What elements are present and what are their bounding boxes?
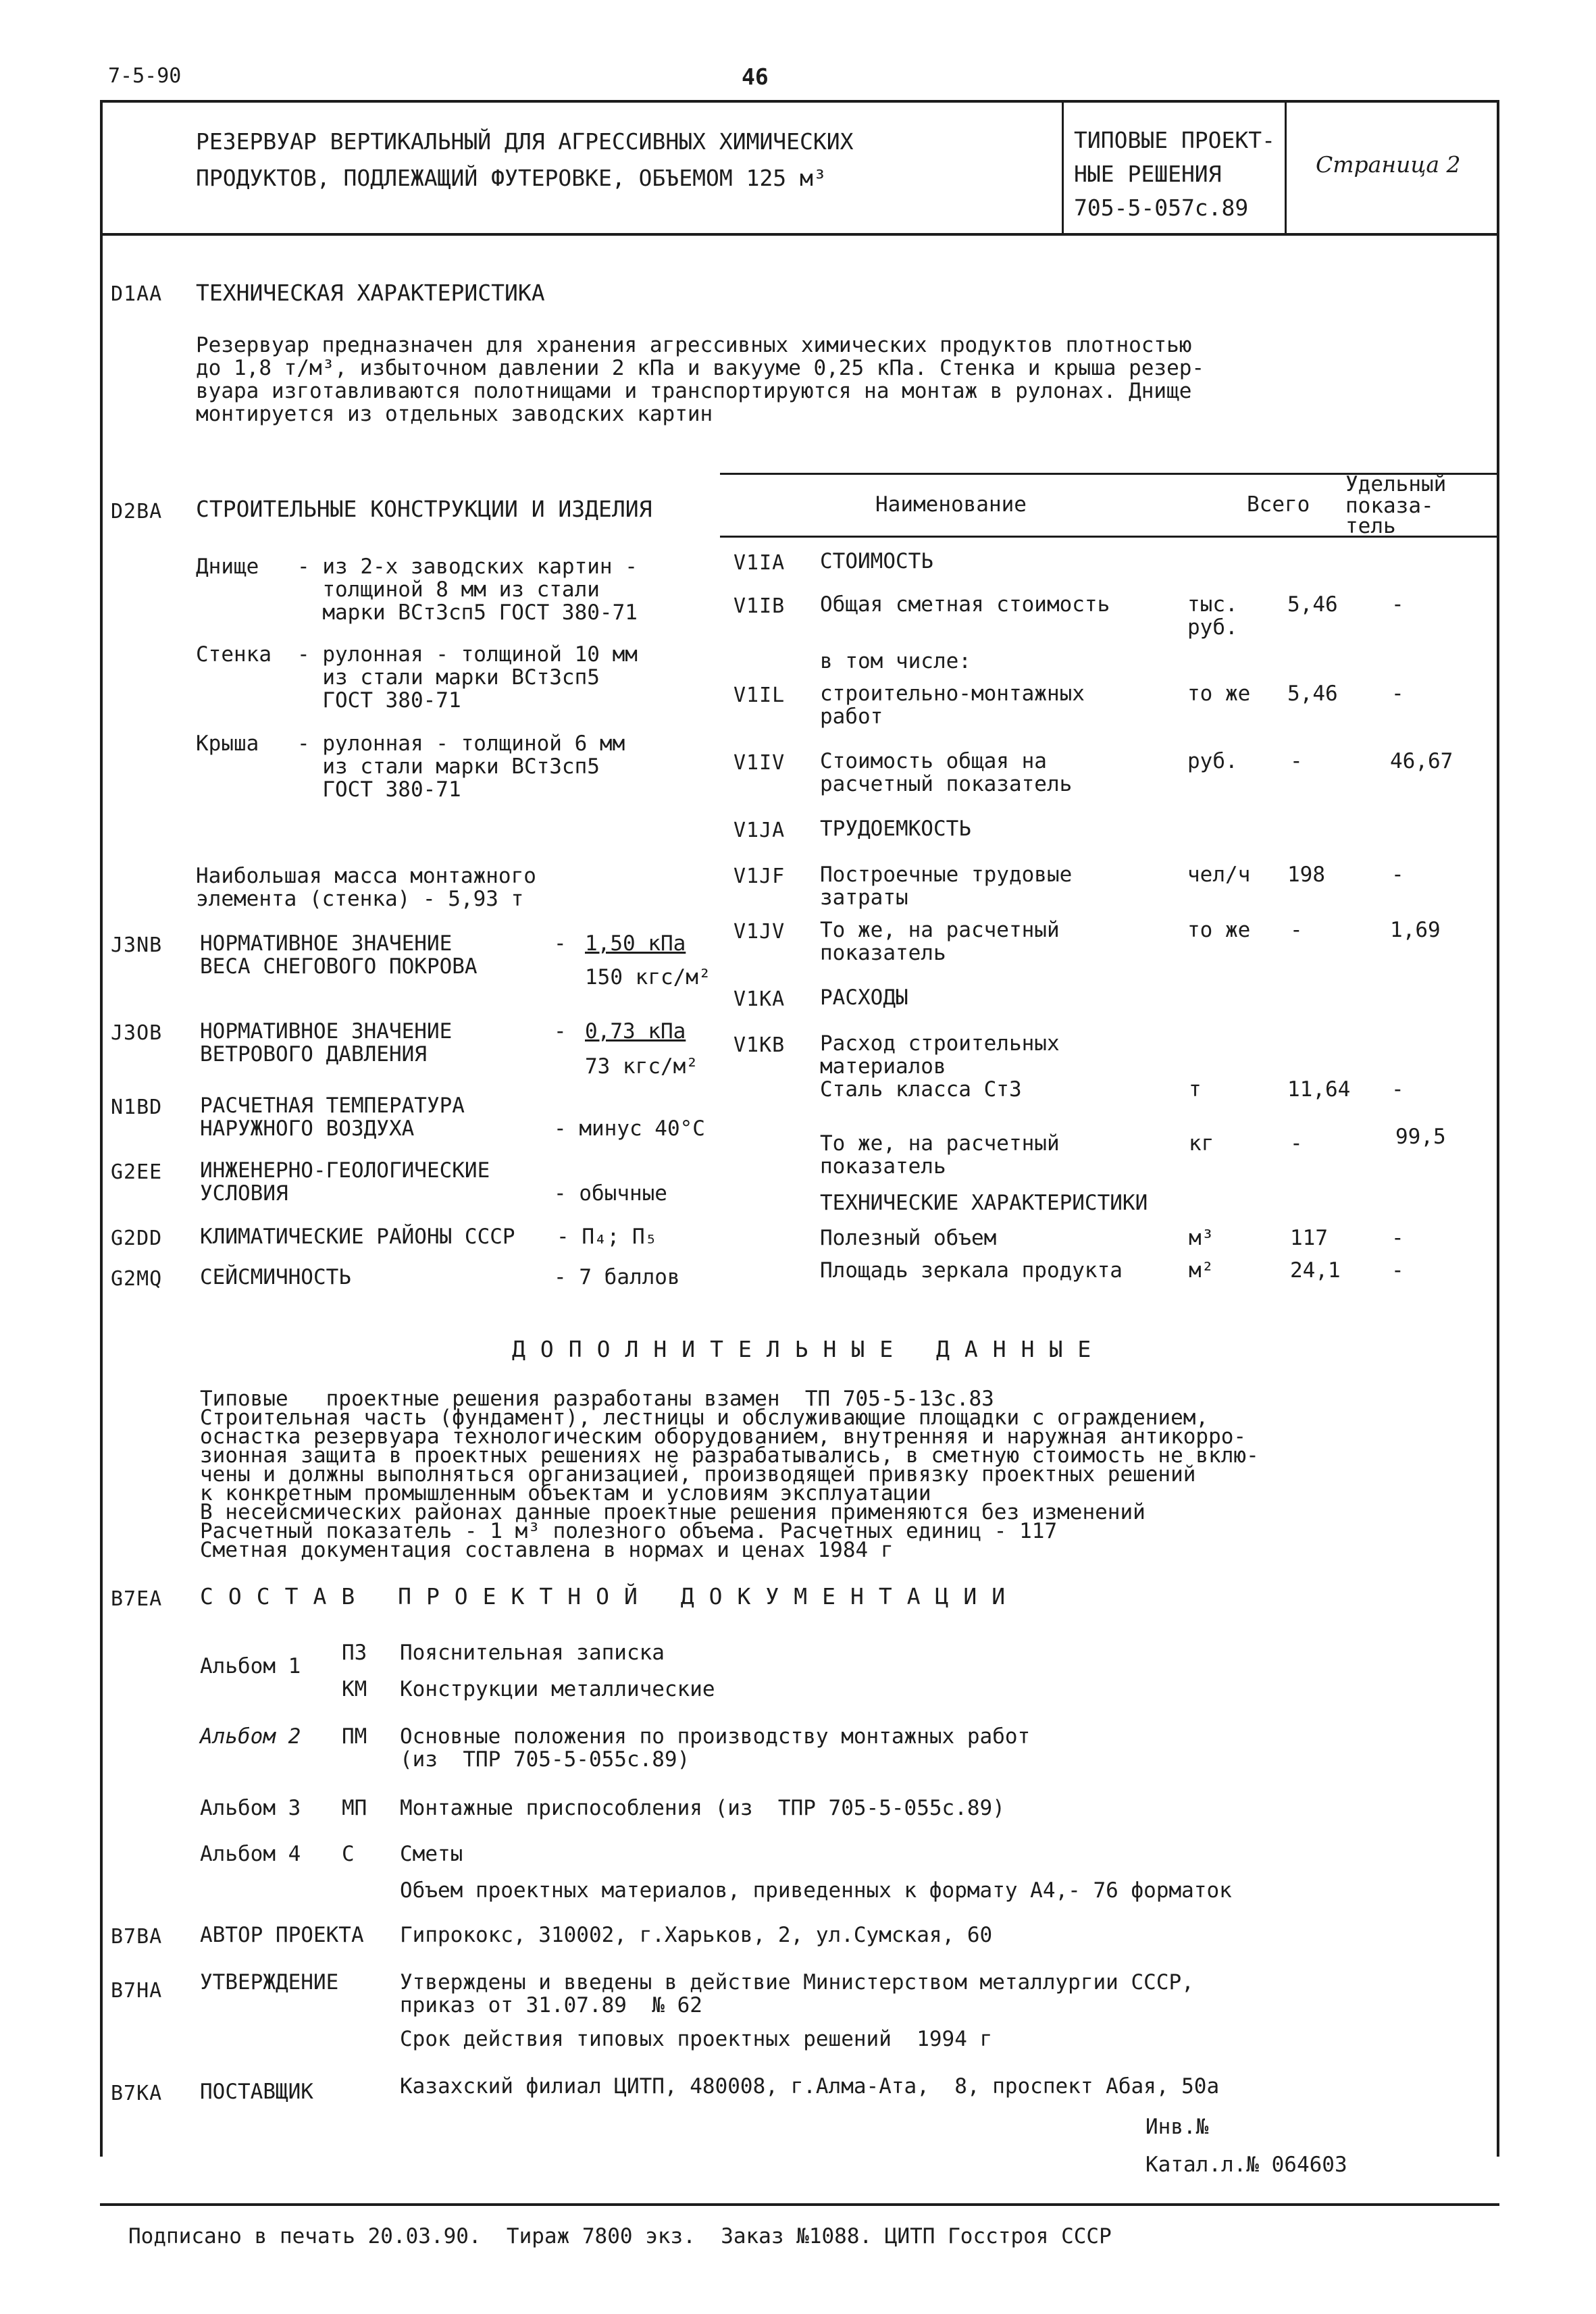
indicator-unit: чел/ч [1187,863,1251,887]
additional-heading: ДОПОЛНИТЕЛЬНЫЕ ДАННЫЕ [512,1336,1106,1362]
title-block-divider-2 [1285,100,1287,235]
param-label: НОРМАТИВНОЕ ЗНАЧЕНИЕ [200,1019,453,1044]
indicator-name: работ [820,704,883,729]
construction-name: Стенка [196,642,272,667]
indicator-total: 5,46 [1287,592,1338,617]
indicator-total: 11,64 [1287,1077,1351,1102]
indicator-name: ТЕХНИЧЕСКИЕ ХАРАКТЕРИСТИКИ [820,1191,1148,1215]
section-code: B7HA [111,1979,163,2003]
section-code: D2BA [111,500,163,523]
section-code: B7KA [111,2082,163,2105]
param-dash: - [554,931,567,956]
indicator-total: 117 [1290,1226,1328,1250]
indicator-unit: м² [1189,1258,1214,1283]
page-number: 46 [742,63,769,90]
album-entry: Основные положения по производству монтажных работ [400,1724,1031,1749]
indicator-total: - [1290,749,1303,773]
param-value: - обычные [554,1181,667,1206]
album-entry: Конструкции металлические [400,1677,715,1701]
construction-name: Крыша [196,731,259,756]
album-label: Альбом 2 [200,1724,301,1749]
max-mass-line: Наибольшая масса монтажного [196,864,536,888]
param-code: J3OB [111,1021,163,1045]
indicator-code: V1IL [733,684,786,707]
indicator-name: Построечные трудовые [820,863,1073,887]
title-block-bottom-border [100,233,1499,236]
param-value-kpa: 1,50 кПа [585,931,686,956]
album-entry: Пояснительная записка [400,1641,665,1665]
additional-line: В несейсмических районах данные проектные решения применяются без изменений [200,1500,1145,1524]
album-mark: ПЗ [342,1641,367,1665]
section-code: B7BA [111,1925,163,1949]
indicator-specific: - [1391,1077,1404,1102]
indicator-name: ТРУДОЕМКОСТЬ [820,817,971,841]
indicator-specific: - [1391,1258,1404,1283]
param-value: - минус 40°С [554,1116,705,1141]
indicator-specific: 46,67 [1390,749,1453,773]
param-label: УСЛОВИЯ [200,1181,288,1206]
composition-heading: СОСТАВ ПРОЕКТНОЙ ДОКУМЕНТАЦИИ [200,1583,1021,1610]
series-label-1: ТИПОВЫЕ ПРОЕКТ- [1074,127,1276,153]
indicator-total: - [1290,918,1303,942]
param-value-kgs: 150 кгс/м² [585,965,711,989]
indicator-name: РАСХОДЫ [820,985,908,1010]
indicator-name: Сталь класса Ст3 [820,1077,1022,1102]
col-header-name: Наименование [875,492,1027,517]
series-label-2: НЫЕ РЕШЕНИЯ [1074,161,1222,187]
album-label: Альбом 4 [200,1842,301,1866]
param-label: НОРМАТИВНОЕ ЗНАЧЕНИЕ [200,931,453,956]
param-code: G2DD [111,1227,163,1250]
param-value: - П₄; П₅ [557,1225,658,1249]
max-mass-line: элемента (стенка) - 5,93 т [196,887,524,911]
indicator-specific: - [1391,592,1404,617]
indicator-specific: - [1391,863,1404,887]
album-mark: КМ [342,1677,367,1701]
tech-text-line: до 1,8 т/м³, избыточном давлении 2 кПа и вакууме 0,25 кПа. Стенка и крыша резер- [196,356,1205,380]
indicator-name: в том числе: [820,649,971,673]
section-code: B7EA [111,1587,163,1611]
indicator-name: Стоимость общая на [820,749,1047,773]
construction-desc: толщиной 8 мм из стали [297,577,600,602]
indicator-specific: 99,5 [1395,1125,1446,1149]
indicator-unit: то же [1187,682,1251,706]
indicator-name: материалов [820,1054,946,1079]
param-label: НАРУЖНОГО ВОЗДУХА [200,1116,415,1141]
album-mark: МП [342,1796,367,1820]
indicator-name: затраты [820,885,908,910]
album-label: Альбом 1 [200,1654,301,1678]
title-block-divider-1 [1062,100,1064,235]
param-code: G2EE [111,1160,163,1184]
series-code: 705-5-057с.89 [1074,195,1249,221]
param-label: ИНЖЕНЕРНО-ГЕОЛОГИЧЕСКИЕ [200,1158,490,1183]
construction-desc: из стали марки ВСт3сп5 [297,754,600,779]
indicator-name: Полезный объем [820,1226,997,1250]
section-heading-tech: ТЕХНИЧЕСКАЯ ХАРАКТЕРИСТИКА [196,280,545,306]
indicator-code: V1JA [733,819,786,842]
param-value-kgs: 73 кгс/м² [585,1054,698,1079]
indicator-total: 198 [1287,863,1325,887]
album-label: Альбом 3 [200,1796,301,1820]
param-label: РАСЧЕТНАЯ ТЕМПЕРАТУРА [200,1094,465,1118]
param-value: - 7 баллов [554,1265,680,1289]
additional-line: к конкретным промышленным объектам и условиям эксплуатации [200,1481,931,1506]
section-code: D1AA [111,282,163,306]
approval-text: Срок действия типовых проектных решений 1994 г [400,2027,993,2051]
param-code: G2MQ [111,1267,163,1291]
param-label: КЛИМАТИЧЕСКИЕ РАЙОНЫ СССР [200,1225,515,1249]
indicator-code: V1IB [733,594,786,618]
additional-line: Расчетный показатель - 1 м³ полезного объема. Расчетных единиц - 117 [200,1519,1058,1543]
additional-line: чены и должны выполняться организацией, производящей привязку проектных решений [200,1462,1196,1487]
supplier-label: ПОСТАВЩИК [200,2080,313,2104]
indicator-name: строительно-монтажных [820,682,1085,706]
construction-desc: - рулонная - толщиной 6 мм [297,731,625,756]
author-text: Гипрококс, 310002, г.Харьков, 2, ул.Сумская, 60 [400,1923,993,1947]
indicator-name: Расход строительных [820,1031,1060,1056]
indicator-code: V1IA [733,551,786,575]
additional-line: Сметная документация составлена в нормах и ценах 1984 г [200,1538,894,1562]
indicator-name: То же, на расчетный [820,1131,1060,1156]
indicator-code: V1JF [733,865,786,888]
album-entry: Сметы [400,1842,463,1866]
indicator-code: V1KB [733,1033,786,1057]
document-title-line-1: РЕЗЕРВУАР ВЕРТИКАЛЬНЫЙ ДЛЯ АГРЕССИВНЫХ ХИМИЧЕСКИХ [196,128,854,155]
section-heading-constructions: СТРОИТЕЛЬНЫЕ КОНСТРУКЦИИ И ИЗДЕЛИЯ [196,496,652,522]
col-header-specific: показа- [1345,494,1434,518]
page-right-border [1497,100,1499,2157]
param-code: N1BD [111,1096,163,1119]
approval-text: Утверждены и введены в действие Министерством металлургии СССР, [400,1970,1194,1995]
indicator-unit: м³ [1189,1226,1214,1250]
approval-text: приказ от 31.07.89 № 62 [400,1993,702,2017]
param-label: ВЕТРОВОГО ДАВЛЕНИЯ [200,1042,427,1066]
construction-desc: - рулонная - толщиной 10 мм [297,642,638,667]
additional-line: Строительная часть (фундамент), лестницы и обслуживающие площадки с ограждением, [200,1406,1209,1430]
additional-line: зионная защита в проектных решениях не разрабатывались, в сметную стоимость не вклю- [200,1443,1259,1468]
tech-text-line: Резервуар предназначен для хранения агрессивных химических продуктов плотностью [196,333,1192,357]
document-title-line-2: ПРОДУКТОВ, ПОДЛЕЖАЩИЙ ФУТЕРОВКЕ, ОБЪЕМОМ 125 м³ [196,165,827,191]
volume-note: Объем проектных материалов, приведенных к формату А4,- 76 форматок [400,1878,1232,1903]
indicator-total: - [1290,1131,1303,1156]
indicator-specific: - [1391,682,1404,706]
additional-line: Типовые проектные решения разработаны взамен ТП 705-5-13с.83 [200,1387,994,1411]
param-label: ВЕСА СНЕГОВОГО ПОКРОВА [200,954,478,979]
indicator-specific: 1,69 [1390,918,1441,942]
title-block-top-border [100,100,1499,103]
page-bottom-border [100,2203,1499,2206]
indicator-unit: т [1189,1077,1202,1102]
document-number-note: 7-5-90 [108,64,182,88]
col-header-specific: Удельный [1345,472,1447,496]
indicator-name: Общая сметная стоимость [820,592,1110,617]
indicator-unit: руб. [1187,749,1238,773]
construction-desc: из стали марки ВСт3сп5 [297,665,600,690]
indicator-code: V1KA [733,987,786,1011]
indicator-unit: тыс. руб. [1187,592,1238,640]
additional-line: оснастка резервуара технологическим оборудованием, внутренняя и наружная антикорро- [200,1424,1247,1449]
indicator-name: Площадь зеркала продукта [820,1258,1123,1283]
indicator-name: показатель [820,1154,946,1179]
tech-text-line: вуара изготавливаются полотнищами и транспортируются на монтаж в рулонах. Днище [196,379,1192,403]
print-footer: Подписано в печать 20.03.90. Тираж 7800 экз. Заказ №1088. ЦИТП Госстроя СССР [128,2224,1112,2248]
tech-text-line: монтируется из отдельных заводских картин [196,402,713,426]
col-header-total: Всего [1247,492,1310,517]
construction-desc: - из 2-х заводских картин - [297,555,638,579]
catalog-number: Катал.л.№ 064603 [1145,2153,1347,2177]
indicator-name: расчетный показатель [820,772,1073,796]
param-dash: - [554,1019,567,1044]
indicator-name: показатель [820,941,946,965]
construction-name: Днище [196,555,259,579]
album-entry: Монтажные приспособления (из ТПР 705-5-055с.89) [400,1796,1005,1820]
col-header-specific: тель [1345,514,1396,538]
indicator-code: V1JV [733,920,786,944]
page-label: Страница 2 [1316,151,1461,178]
param-value-kpa: 0,73 кПа [585,1019,686,1044]
indicator-name: То же, на расчетный [820,918,1060,942]
author-label: АВТОР ПРОЕКТА [200,1923,364,1947]
param-label: СЕЙСМИЧНОСТЬ [200,1265,351,1289]
indicator-total: 24,1 [1290,1258,1341,1283]
album-mark: ПМ [342,1724,367,1749]
param-code: J3NB [111,933,163,957]
inventory-number: Инв.№ [1145,2115,1209,2139]
indicator-specific: - [1391,1226,1404,1250]
page-left-border [100,100,103,2157]
construction-desc: марки ВСт3сп5 ГОСТ 380-71 [297,600,638,625]
album-mark: С [342,1842,355,1866]
construction-desc: ГОСТ 380-71 [297,777,461,802]
indicator-name: СТОИМОСТЬ [820,549,933,573]
indicator-total: 5,46 [1287,682,1338,706]
indicator-code: V1IV [733,751,786,775]
album-entry: (из ТПР 705-5-055с.89) [400,1747,690,1772]
approval-label: УТВЕРЖДЕНИЕ [200,1970,339,1995]
supplier-text: Казахский филиал ЦИТП, 480008, г.Алма-Ата, 8, проспект Абая, 50а [400,2074,1220,2099]
indicator-unit: кг [1189,1131,1214,1156]
construction-desc: ГОСТ 380-71 [297,688,461,713]
indicator-unit: то же [1187,918,1251,942]
